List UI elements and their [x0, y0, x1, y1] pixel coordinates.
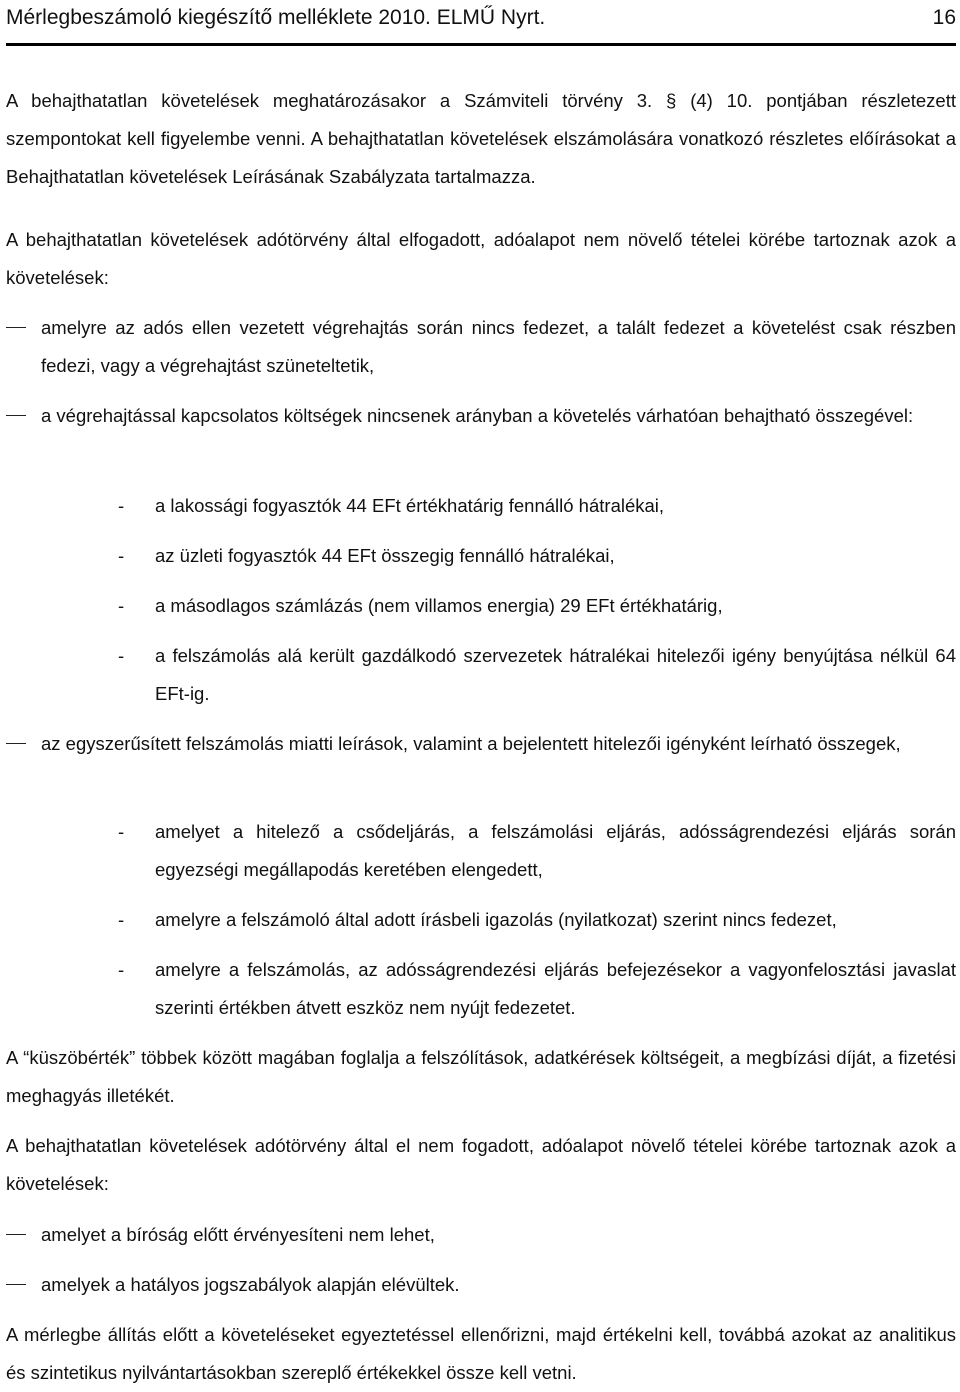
dash-marker	[6, 1284, 26, 1285]
dash-marker	[6, 327, 26, 328]
list-item-text: amelyre az adós ellen vezetett végrehajtás során nincs fedezet, a talált fedezet a követelést csak részben fedezi, vagy a végrehajtást szüneteltetik,	[41, 317, 956, 376]
sub-list-item-text: amelyre a felszámoló által adott írásbeli igazolás (nyilatkozat) szerint nincs fedezet,	[155, 909, 837, 930]
list-item-text: az egyszerűsített felszámolás miatti leírások, valamint a bejelentett hitelezői igényként leírható összegek,	[41, 733, 901, 754]
sub-list-item	[118, 537, 956, 575]
sub-list-item-text: amelyre a felszámolás, az adósságrendezési eljárás befejezésekor a vagyonfelosztási javaslat szerinti értékben átvett eszköz nem nyújt fedezetet.	[155, 959, 956, 1018]
sub-list-item-text: az üzleti fogyasztók 44 EFt összegig fennálló hátralékai,	[155, 545, 615, 566]
paragraph-reconciliation: A mérlegbe állítás előtt a követeléseket egyeztetéssel ellenőrizni, majd értékelni kell, továbbá azokat az analitikus és szintetikus nyilvántartásokban szereplő értékekkel össze kell vetni.	[6, 1324, 956, 1383]
document-title: Mérlegbeszámoló kiegészítő melléklete 2010. ELMŰ Nyrt.	[6, 6, 546, 29]
page-header	[6, 0, 956, 46]
dash-marker	[6, 1234, 26, 1235]
hyphen-marker: -	[118, 909, 125, 930]
page-number: 16	[932, 6, 956, 29]
sub-list-item	[118, 813, 956, 889]
sub-list-item-text: a másodlagos számlázás (nem villamos energia) 29 EFt értékhatárig,	[155, 595, 723, 616]
sub-list-item-text: amelyet a hitelező a csődeljárás, a felszámolási eljárás, adósságrendezési eljárás során egyezségi megállapodás keretében elengedett,	[155, 821, 956, 880]
hyphen-marker: -	[118, 545, 125, 566]
hyphen-marker: -	[118, 821, 125, 842]
sub-list-item	[118, 901, 956, 939]
dash-marker	[6, 415, 26, 416]
list-item-text: amelyet a bíróság előtt érvényesíteni nem lehet,	[41, 1224, 435, 1245]
list-item	[6, 309, 956, 385]
sub-list-item	[118, 951, 956, 1027]
hyphen-marker: -	[118, 645, 125, 666]
sub-list-item	[118, 587, 956, 625]
sub-list-item-text: a felszámolás alá került gazdálkodó szervezetek hátralékai hitelezői igény benyújtása nélkül 64 EFt-ig.	[155, 645, 956, 704]
sub-list-item	[118, 487, 956, 525]
sub-list-item	[118, 637, 956, 713]
list-item	[6, 725, 956, 763]
list-item-text: a végrehajtással kapcsolatos költségek nincsenek arányban a követelés várhatóan behajtható összegével:	[41, 405, 914, 426]
list-item-text: amelyek a hatályos jogszabályok alapján elévültek.	[41, 1274, 460, 1295]
paragraph-intro: A behajthatatlan követelések meghatározásakor a Számviteli törvény 3. § (4) 10. pontjában részletezett szempontokat kell figyelembe venni. A behajthatatlan követelések elszámolására vonatkozó részletes előírásokat a Behajthatatlan követelések Leírásának Szabályzata tartalmazza.	[6, 90, 956, 187]
list-item	[6, 1216, 956, 1254]
list-item	[6, 1266, 956, 1304]
hyphen-marker: -	[118, 959, 125, 980]
sub-list-item-text: a lakossági fogyasztók 44 EFt értékhatárig fennálló hátralékai,	[155, 495, 665, 516]
paragraph-not-accepted-items: A behajthatatlan követelések adótörvény által el nem fogadott, adóalapot növelő tételei körébe tartoznak azok a követelések:	[6, 1135, 956, 1194]
paragraph-accepted-items: A behajthatatlan követelések adótörvény által elfogadott, adóalapot nem növelő tételei körébe tartoznak azok a követelések:	[6, 229, 956, 288]
dash-marker	[6, 743, 26, 744]
paragraph-threshold: A “küszöbérték” többek között magában foglalja a felszólítások, adatkérések költségeit, a megbízási díját, a fizetési meghagyás illetékét.	[6, 1047, 956, 1106]
list-item	[6, 397, 956, 435]
hyphen-marker: -	[118, 495, 125, 516]
hyphen-marker: -	[118, 595, 125, 616]
